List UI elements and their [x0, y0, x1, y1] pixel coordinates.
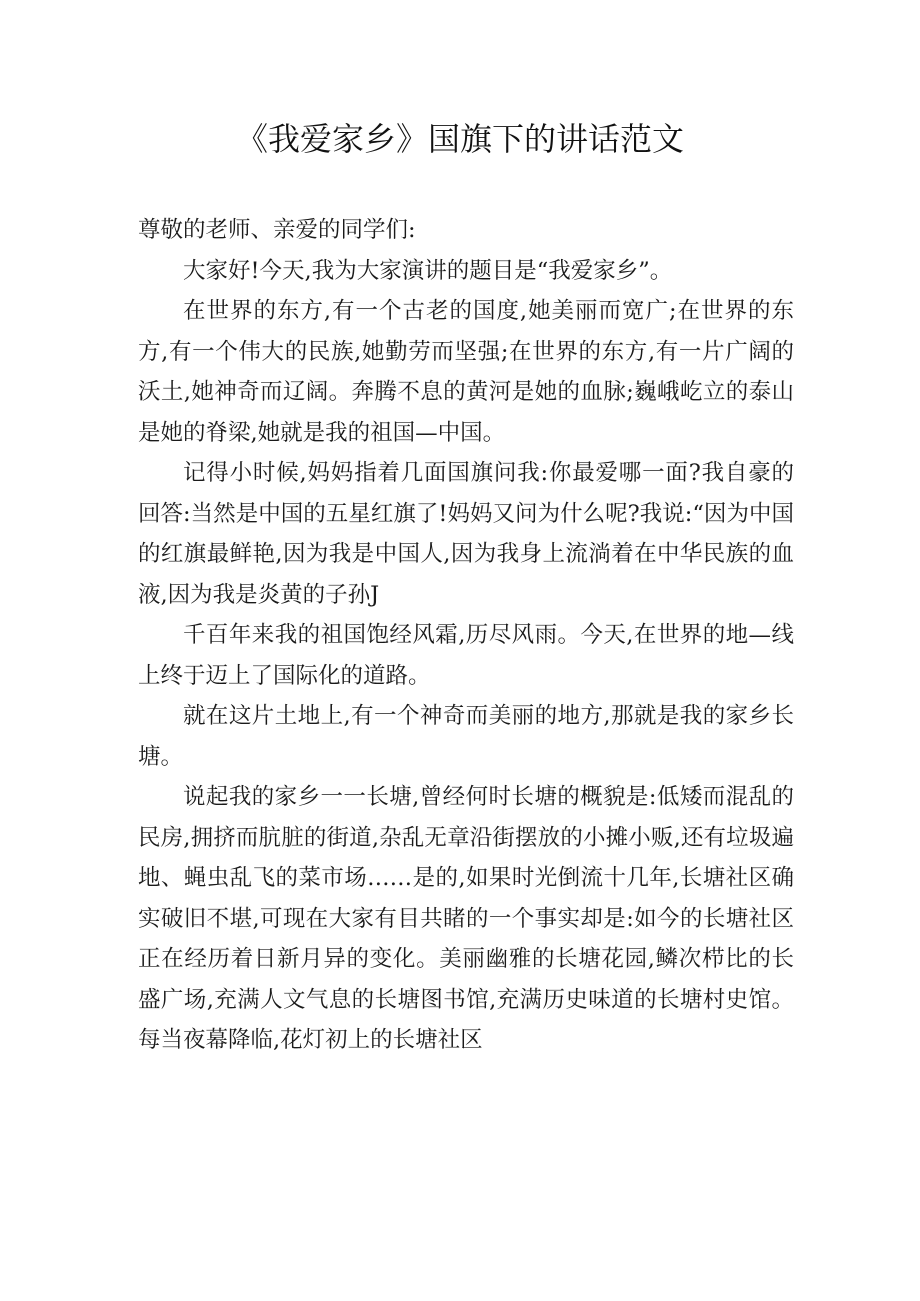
- paragraph-childhood-flag: 记得小时候,妈妈指着几面国旗问我:你最爱哪一面?我自豪的回答:当然是中国的五星红旗了!妈妈又问为什么呢?我说:“因为中国的红旗最鲜艳,因为我是中国人,因为我身上流淌着在中华民族的血液,因为我是炎黄的子孙J: [138, 460, 794, 608]
- salutation: 尊敬的老师、亲爱的同学们:: [138, 217, 416, 243]
- paragraph-motherland: 在世界的东方,有一个古老的国度,她美丽而宽广;在世界的东方,有一个伟大的民族,她勤劳而坚强;在世界的东方,有一片广阔的沃土,她神奇而辽阔。奔腾不息的黄河是她的血脉;巍峨屹立的泰山是她的脊梁,她就是我的祖国—中国。: [138, 298, 794, 446]
- document-body: [138, 210, 794, 1061]
- paragraph-hometown-intro: 就在这片土地上,有一个神奇而美丽的地方,那就是我的家乡长塘。: [138, 703, 794, 770]
- document-title: 《我爱家乡》国旗下的讲话范文: [235, 120, 684, 158]
- paragraph-history: 千百年来我的祖国饱经风霜,历尽风雨。今天,在世界的地—线上终于迈上了国际化的道路。: [138, 622, 794, 689]
- paragraph-greeting: 大家好!今天,我为大家演讲的题目是“我爱家乡”。: [183, 257, 673, 284]
- paragraph-changtang: 说起我的家乡一一长塘,曾经何时长塘的概貌是:低矮而混乱的民房,拥挤而肮脏的街道,杂乱无章沿街摆放的小摊小贩,还有垃圾遍地、蝇虫乱飞的菜市场……是的,如果时光倒流十几年,长塘社区确实破旧不堪,可现在大家有目共睹的一个事实却是:如今的长塘社区正在经历着日新月异的变化。美丽幽雅的长塘花园,鳞次栉比的长盛广场,充满人文气息的长塘图书馆,充满历史味道的长塘村史馆。每当夜幕降临,花灯初上的长塘社区: [138, 784, 794, 1053]
